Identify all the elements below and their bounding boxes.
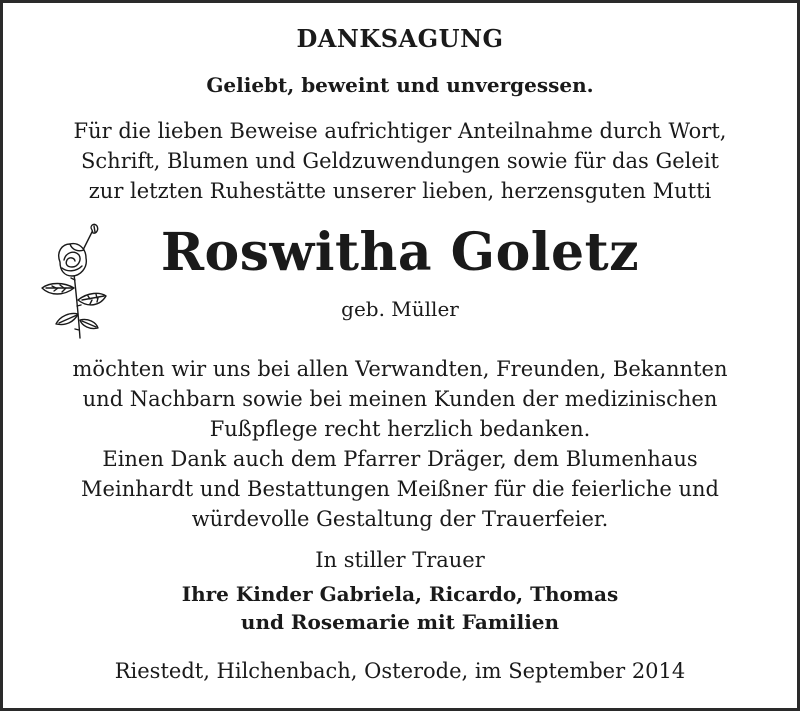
place-date: Riestedt, Hilchenbach, Osterode, im September 2014 bbox=[114, 659, 686, 683]
birth-name: geb. Müller bbox=[341, 297, 459, 321]
signers bbox=[0, 580, 800, 636]
thanks-line: möchten wir uns bei allen Verwandten, Freunden, Bekannten bbox=[72, 357, 728, 381]
intro-line: Schrift, Blumen und Geldzuwendungen sowie für das Geleit bbox=[81, 149, 719, 173]
thanks-line: Meinhardt und Bestattungen Meißner für die feierliche und bbox=[81, 477, 719, 501]
notice-motto: Geliebt, beweint und unvergessen. bbox=[206, 73, 594, 97]
thanks-line: Einen Dank auch dem Pfarrer Dräger, dem Blumenhaus bbox=[102, 447, 698, 471]
intro-paragraph bbox=[0, 116, 800, 206]
signoff: In stiller Trauer bbox=[315, 548, 485, 572]
thanks-line: würdevolle Gestaltung der Trauerfeier. bbox=[191, 507, 609, 531]
signer-line: Ihre Kinder Gabriela, Ricardo, Thomas bbox=[181, 582, 619, 606]
thanks-line: Fußpflege recht herzlich bedanken. bbox=[209, 417, 591, 441]
signer-line: und Rosemarie mit Familien bbox=[240, 610, 560, 634]
intro-line: Für die lieben Beweise aufrichtiger Anteilnahme durch Wort, bbox=[73, 119, 727, 143]
thanks-paragraph bbox=[0, 354, 800, 534]
deceased-name: Roswitha Goletz bbox=[160, 222, 640, 283]
thanks-line: und Nachbarn sowie bei meinen Kunden der medizinischen bbox=[82, 387, 718, 411]
notice-heading: DANKSAGUNG bbox=[296, 24, 504, 53]
intro-line: zur letzten Ruhestätte unserer lieben, herzensguten Mutti bbox=[88, 179, 712, 203]
